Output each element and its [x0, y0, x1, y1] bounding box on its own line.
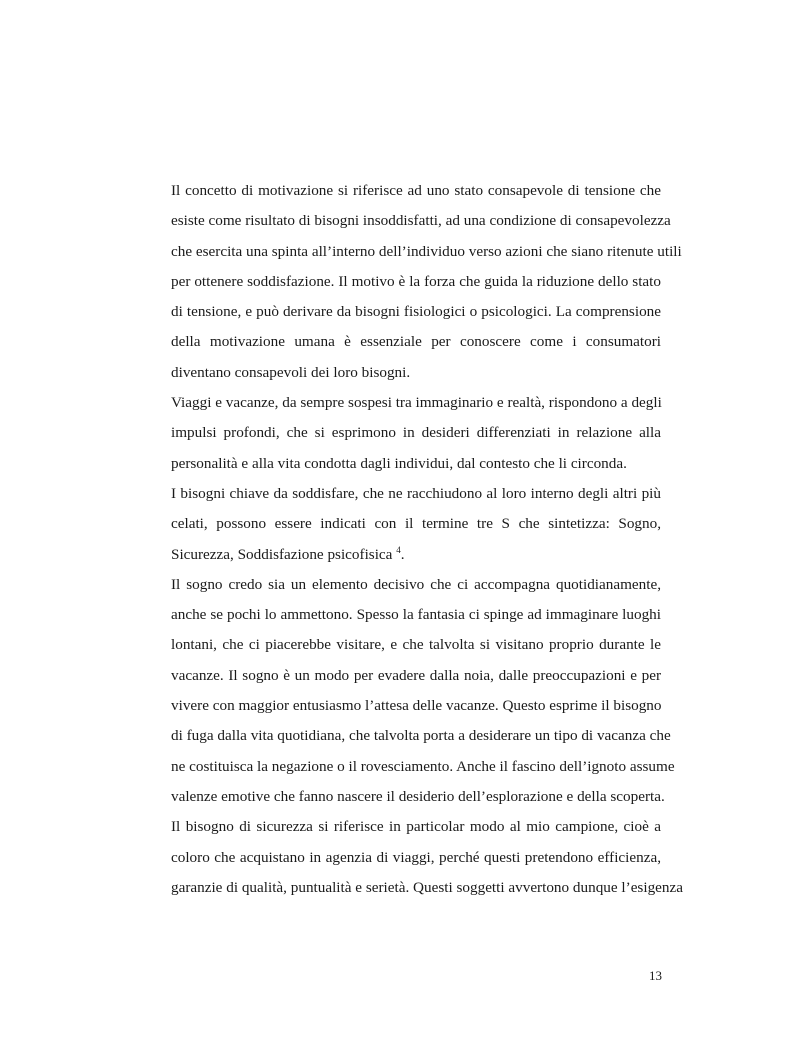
footnote-marker: 4 [396, 544, 401, 555]
text-line [171, 721, 671, 751]
text-line [171, 691, 661, 721]
page-number: 13 [649, 968, 662, 983]
text-line [171, 782, 665, 812]
text-line-content: esiste come risultato di bisogni insoddisfatti, ad una condizione di consapevolezza [171, 212, 671, 230]
text-line [171, 358, 661, 388]
text-line [171, 752, 675, 782]
text-line [171, 449, 661, 479]
text-line [171, 297, 661, 327]
text-line [171, 630, 661, 660]
text-line-content: della motivazione umana è essenziale per conoscere come i consumatori [171, 333, 661, 351]
text-line [171, 661, 661, 691]
body-text [171, 176, 683, 903]
text-line [171, 388, 661, 418]
text-line [171, 479, 661, 509]
text-line-content: I bisogni chiave da soddisfare, che ne racchiudono al loro interno degli altri più [171, 484, 661, 502]
text-line-content: ne costituisca la negazione o il rovesciamento. Anche il fascino dell’ignoto assume [171, 757, 675, 775]
text-line [171, 570, 661, 600]
text-line-suffix: . [400, 545, 405, 563]
text-line-content: coloro che acquistano in agenzia di viaggi, perché questi pretendono efficienza, [171, 848, 661, 866]
text-line [171, 843, 661, 873]
text-line [171, 812, 661, 842]
text-line-content: lontani, che ci piacerebbe visitare, e che talvolta si visitano proprio durante le [171, 636, 661, 654]
text-line-content: impulsi profondi, che si esprimono in desideri differenziati in relazione alla [171, 424, 661, 442]
text-line [171, 237, 682, 267]
text-line-content: di tensione, e può derivare da bisogni fisiologici o psicologici. La comprensione [171, 303, 661, 321]
text-line [171, 873, 683, 903]
text-line-content: di fuga dalla vita quotidiana, che talvolta porta a desiderare un tipo di vacanza che [171, 727, 671, 745]
text-line-content: Sicurezza, Soddisfazione psicofisica [171, 545, 397, 563]
text-line-content: Il bisogno di sicurezza si riferisce in particolar modo al mio campione, cioè a [171, 818, 661, 836]
text-line [171, 327, 661, 357]
text-line [171, 267, 661, 297]
text-line [171, 509, 661, 539]
text-line-content: Viaggi e vacanze, da sempre sospesi tra immaginario e realtà, rispondono a degli [171, 394, 662, 412]
text-line-content: Il sogno credo sia un elemento decisivo che ci accompagna quotidianamente, [171, 575, 661, 593]
text-line [171, 206, 671, 236]
text-line-content: personalità e alla vita condotta dagli individui, dal contesto che li circonda. [171, 454, 627, 472]
text-line-content: per ottenere soddisfazione. Il motivo è la forza che guida la riduzione dello stato [171, 272, 661, 290]
text-line-content: garanzie di qualità, puntualità e serietà. Questi soggetti avvertono dunque l’esigenza [171, 878, 683, 896]
text-line [171, 418, 661, 448]
text-line-content: Il concetto di motivazione si riferisce ad uno stato consapevole di tensione che [171, 182, 661, 199]
text-line-content: celati, possono essere indicati con il termine tre S che sintetizza: Sogno, [171, 515, 661, 533]
text-line [171, 600, 661, 630]
text-line-content: anche se pochi lo ammettono. Spesso la fantasia ci spinge ad immaginare luoghi [171, 606, 661, 624]
text-line-content: diventano consapevoli dei loro bisogni. [171, 363, 411, 381]
text-line [171, 176, 661, 206]
text-line-content: che esercita una spinta all’interno dell’individuo verso azioni che siano ritenute utili [171, 242, 682, 260]
text-line [171, 540, 661, 570]
text-line-content: vacanze. Il sogno è un modo per evadere dalla noia, dalle preoccupazioni e per [171, 666, 661, 684]
text-line-content: valenze emotive che fanno nascere il desiderio dell’esplorazione e della scoperta. [171, 787, 665, 805]
text-line-content: vivere con maggior entusiasmo l’attesa delle vacanze. Questo esprime il bisogno [171, 697, 662, 715]
